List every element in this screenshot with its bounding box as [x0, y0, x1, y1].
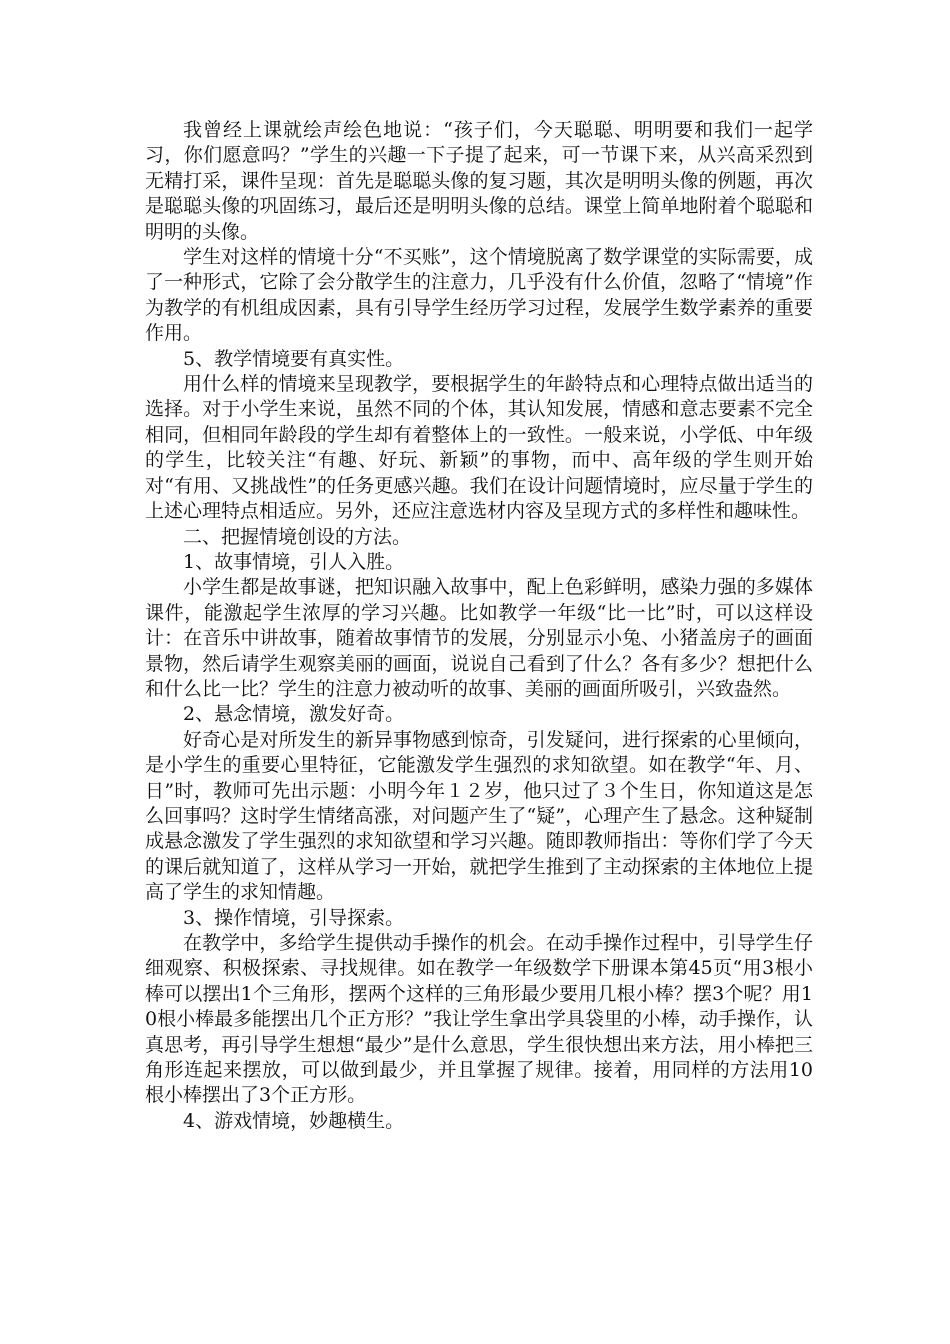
- section-heading: 5、教学情境要有真实性。: [183, 347, 405, 370]
- section-heading: 1、故事情境，引人入胜。: [183, 550, 405, 573]
- document-body: [145, 118, 813, 1134]
- section-heading: 3、操作情境，引导探索。: [183, 906, 405, 929]
- paragraph: 用什么样的情境来呈现教学，要根据学生的年龄特点和心理特点做出适当的选择。对于小学生来说，虽然不同的个体，其认知发展，情感和意志要素不完全相同，但相同年龄段的学生却有着整体上的一致性。一般来说，小学低、中年级的学生，比较关注“有趣、好玩、新颖”的事物，而中、高年级的学生则开始对“有用、又挑战性”的任务更感兴趣。我们在设计问题情境时，应尽量于学生的上述心理特点相适应。另外，还应注意选材内容及呈现方式的多样性和趣味性。: [145, 373, 813, 523]
- paragraph: 小学生都是故事谜，把知识融入故事中，配上色彩鲜明，感染力强的多媒体课件，能激起学生浓厚的学习兴趣。比如教学一年级“比一比”时，可以这样设计：在音乐中讲故事，随着故事情节的发展，分别显示小兔、小猪盖房子的画面景物，然后请学生观察美丽的画面，说说自己看到了什么？各有多少？想把什么和什么比一比？学生的注意力被动听的故事、美丽的画面所吸引，兴致盎然。: [145, 576, 813, 700]
- section-heading: 二、把握情境创设的方法。: [183, 525, 412, 548]
- paragraph: 我曾经上课就绘声绘色地说：“孩子们，今天聪聪、明明要和我们一起学习，你们愿意吗？”学生的兴趣一下子提了起来，可一节课下来，从兴高采烈到无精打采，课件呈现：首先是聪聪头像的复习题，其次是明明头像的例题，再次是聪聪头像的巩固练习，最后还是明明头像的总结。课堂上简单地附着个聪聪和明明的头像。: [145, 119, 813, 243]
- paragraph: 学生对这样的情境十分“不买账”，这个情境脱离了数学课堂的实际需要，成了一种形式，它除了会分散学生的注意力，几乎没有什么价值，忽略了“情境”作为教学的有机组成因素，具有引导学生经历学习过程，发展学生数学素养的重要作用。: [145, 246, 813, 345]
- section-heading: 2、悬念情境，激发好奇。: [183, 703, 405, 726]
- section-heading: 4、游戏情境，妙趣横生。: [183, 1109, 405, 1132]
- paragraph: 在教学中，多给学生提供动手操作的机会。在动手操作过程中，引导学生仔细观察、积极探索、寻找规律。如在教学一年级数学下册课本第45页“用3根小棒可以摆出1个三角形，摆两个这样的三角形最少要用几根小棒？摆3个呢？用10根小棒最多能摆出几个正方形？”我让学生拿出学具袋里的小棒，动手操作，认真思考，再引导学生想想“最少”是什么意思，学生很快想出来方法，用小棒把三角形连起来摆放，可以做到最少，并且掌握了规律。接着，用同样的方法用10根小棒摆出了3个正方形。: [145, 932, 813, 1107]
- paragraph: 好奇心是对所发生的新异事物感到惊奇，引发疑问，进行探索的心里倾向，是小学生的重要心里特征，它能激发学生强烈的求知欲望。如在教学“年、月、日”时，教师可先出示题：小明今年１２岁，他只过了３个生日，你知道这是怎么回事吗？这时学生情绪高涨，对问题产生了“疑”，心理产生了悬念。这种疑制成悬念激发了学生强烈的求知欲望和学习兴趣。随即教师指出：等你们学了今天的课后就知道了，这样从学习一开始，就把学生推到了主动探索的主体地位上提高了学生的求知情趣。: [145, 728, 813, 904]
